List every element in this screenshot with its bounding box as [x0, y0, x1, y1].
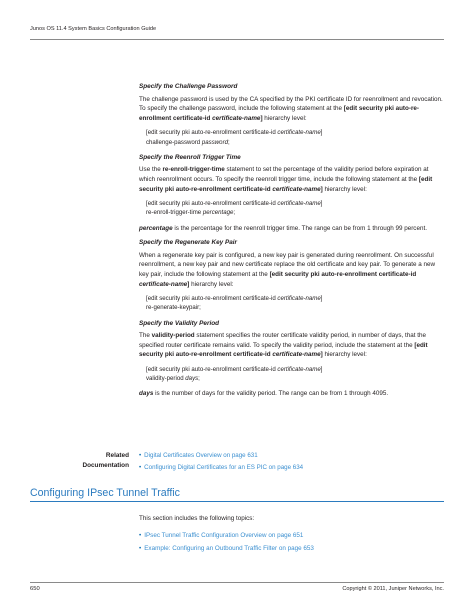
- regenerate-code-end: ]: [187, 280, 190, 288]
- trigger-code-line-2: [146, 208, 445, 217]
- code-end: ;: [233, 209, 236, 217]
- list-item: [139, 544, 445, 554]
- challenge-code-end: ]: [260, 114, 263, 122]
- code-text: [edit security pki auto-re-enrollment certificate-id: [146, 365, 278, 373]
- challenge-heading: Specify the Challenge Password: [139, 83, 238, 90]
- section-body: [139, 514, 445, 557]
- challenge-text: The challenge password is used by the CA specified by the PKI certificate ID for reenrollment and revocation. To specify the challenge password, include the following statement at the: [139, 95, 443, 113]
- section-title: Configuring IPsec Tunnel Traffic: [30, 487, 180, 499]
- topic-link[interactable]: IPsec Tunnel Traffic Configuration Overview on page 651: [144, 532, 304, 539]
- related-label: [30, 451, 129, 471]
- trigger-text-end: hierarchy level:: [322, 185, 367, 193]
- related-link[interactable]: Configuring Digital Certificates for an ES PIC on page 634: [144, 464, 304, 471]
- code-arg: certificate-name: [277, 295, 321, 303]
- bullet-icon: •: [139, 464, 142, 471]
- challenge-text-end: hierarchy level:: [262, 114, 307, 122]
- validity-paragraph: [139, 331, 445, 360]
- trigger-text: statement to set the percentage of the validity period before expiration at which reenrollment occurs. To specify the reenroll trigger time, include the following statement at the: [139, 166, 429, 183]
- validity-text-end: hierarchy level:: [322, 351, 367, 359]
- related-link[interactable]: Digital Certificates Overview on page 631: [144, 452, 258, 459]
- regenerate-text-end: hierarchy level:: [189, 280, 234, 288]
- trigger-code-line-1: [146, 199, 445, 208]
- trigger-code-end: ]: [320, 185, 323, 193]
- related-links: [139, 451, 303, 475]
- section-intro: This section includes the following topics:: [139, 515, 255, 522]
- code-end: ]: [320, 365, 323, 373]
- copyright: Copyright © 2011, Juniper Networks, Inc.: [342, 586, 444, 592]
- section-divider: [30, 501, 444, 502]
- code-arg: password: [201, 138, 228, 146]
- related-label-line-1: Related: [105, 452, 129, 459]
- bullet-icon: •: [139, 452, 142, 459]
- code-end: ]: [320, 295, 323, 303]
- validity-code-end: ]: [320, 351, 323, 359]
- regenerate-code-line-1: [146, 294, 445, 303]
- footer-divider: [30, 582, 444, 583]
- code-arg: certificate-name: [277, 365, 321, 373]
- trigger-range-term: percentage: [139, 224, 173, 232]
- related-label-line-2: Documentation: [82, 462, 129, 469]
- challenge-code-line-1: [146, 128, 445, 137]
- validity-text: The: [139, 332, 152, 340]
- code-end: ;: [228, 138, 230, 146]
- code-arg: percentage: [202, 209, 234, 217]
- regenerate-paragraph: [139, 251, 445, 289]
- regenerate-code-arg: certificate-name: [139, 280, 188, 288]
- trigger-code-arg: certificate-name: [272, 185, 321, 193]
- list-item: [139, 451, 303, 461]
- list-item: [139, 531, 445, 541]
- challenge-codeblock: [146, 128, 445, 146]
- code-text: [edit security pki auto-re-enrollment certificate-id: [146, 129, 278, 137]
- page-number: 650: [30, 586, 40, 592]
- challenge-paragraph: [139, 95, 445, 124]
- code-text: challenge-password: [146, 138, 202, 146]
- validity-code: [edit security pki auto-re-enrollment certificate-id: [139, 341, 428, 359]
- trigger-range-text: is the percentage for the reenroll trigger time. The range can be from 1 through 99 percent.: [172, 224, 427, 232]
- validity-statement: validity-period: [151, 332, 195, 340]
- code-end: ;: [198, 375, 200, 383]
- validity-codeblock: [146, 365, 445, 383]
- code-end: ]: [320, 129, 323, 137]
- list-item: [139, 463, 303, 473]
- code-text: re-enroll-trigger-time: [146, 209, 203, 217]
- topic-link[interactable]: Example: Configuring an Outbound Traffic Filter on page 653: [144, 545, 314, 552]
- code-arg: days: [185, 375, 199, 383]
- code-arg: certificate-name: [277, 129, 321, 137]
- validity-code-line-2: [146, 374, 445, 383]
- trigger-heading: Specify the Reenroll Trigger Time: [139, 153, 241, 161]
- trigger-statement: re-enroll-trigger-time: [162, 166, 225, 174]
- trigger-text: Use the: [139, 166, 163, 174]
- challenge-code-line-2: [146, 138, 445, 147]
- bullet-icon: •: [139, 545, 142, 552]
- header-divider: [30, 39, 444, 40]
- validity-range-paragraph: [139, 389, 445, 399]
- code-arg: certificate-name: [277, 200, 321, 208]
- trigger-codeblock: [146, 199, 445, 217]
- topic-links: [139, 531, 445, 554]
- validity-text: statement specifies the router certificate validity period, in number of days, that the specified router certificate remains valid. To specify the validity period, include the statement at the: [139, 332, 427, 349]
- regenerate-heading: Specify the Regenerate Key Pair: [139, 239, 238, 247]
- code-text: [edit security pki auto-re-enrollment certificate-id: [146, 200, 278, 208]
- running-header: Junos OS 11.4 System Basics Configuration Guide: [30, 26, 157, 32]
- challenge-code-arg: certificate-name: [212, 114, 261, 122]
- code-text: validity-period: [146, 375, 186, 383]
- code-text: [edit security pki auto-re-enrollment certificate-id: [146, 295, 278, 303]
- regenerate-codeblock: [146, 294, 445, 312]
- validity-code-line-1: [146, 365, 445, 374]
- trigger-range-paragraph: [139, 224, 445, 234]
- trigger-code: [edit security pki auto-re-enrollment certificate-id: [139, 175, 433, 193]
- validity-range-text: is the number of days for the validity period. The range can be from 1 through 4095.: [153, 390, 389, 398]
- bullet-icon: •: [139, 532, 142, 539]
- validity-code-arg: certificate-name: [272, 351, 321, 359]
- code-end: ]: [320, 200, 323, 208]
- validity-heading: Specify the Validity Period: [139, 319, 220, 327]
- trigger-paragraph: [139, 165, 445, 194]
- regenerate-code: [edit security pki auto-re-enrollment certificate-id: [269, 270, 417, 278]
- validity-range-term: days: [139, 390, 154, 398]
- regenerate-text: When a regenerate key pair is configured, a new key pair is generated during reenrollment. On successful reenrollment, a new key pair and new certificate replace the old certificate and key pair. To generate a new key pair, include the following statement at the: [139, 251, 436, 278]
- regenerate-code-line-2: re-generate-keypair;: [146, 304, 201, 312]
- main-content: [139, 82, 445, 404]
- challenge-code: [edit security pki auto-re-enrollment certificate-id: [139, 105, 420, 122]
